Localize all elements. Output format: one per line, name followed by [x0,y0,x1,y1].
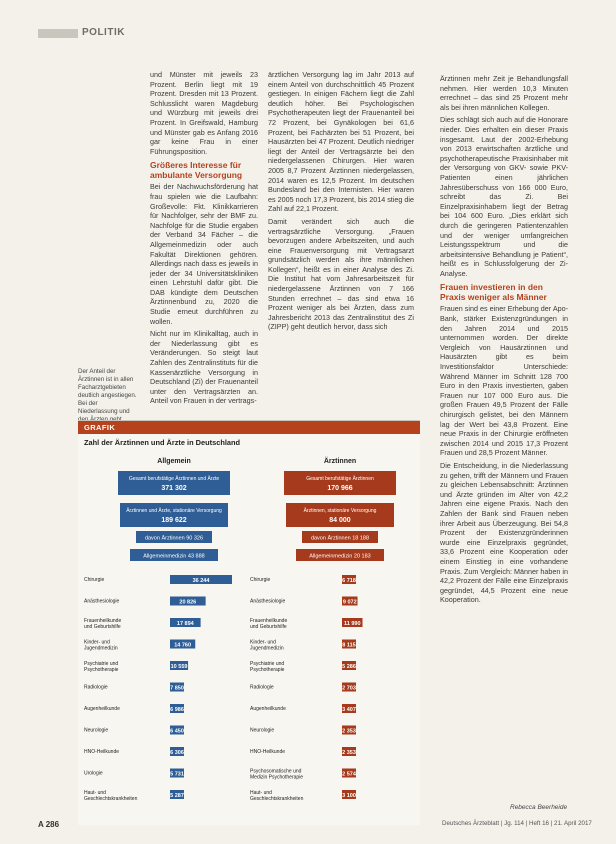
left-data-label: 5 287 [170,793,184,799]
right-tick-label: Jugendmedizin [250,645,284,652]
right-panel-title: Ärztinnen [323,458,357,465]
left-tick-label: und Geburtshilfe [84,624,121,630]
left-tick-label: Augenheilkunde [84,706,120,712]
left-data-label: 17 894 [176,621,194,627]
right-tick-label: Medizin Psychotherapie [250,774,304,781]
left-tick-label: Psychotherapie [84,667,119,673]
right-data-label: 2 574 [342,771,356,778]
right-summary-label: Gesamt berufstätige Ärztinnen [306,476,374,482]
right-data-label: 3 407 [342,707,356,713]
right-data-label: 2 353 [342,750,356,756]
right-data-label: 2 353 [342,728,356,735]
left-summary-value: 371 302 [161,485,187,492]
paragraph: Dies schlägt sich auch auf die Honorare nieder. Dies erhalten ein dieser Praxis insgesamt. Laut der 2002-Erhebung von 2013 erwirtschaften ärztliche und psychotherapeutische Praxisinhaber mit der Versorgung von GKV- sowie PKV-Patienten einen jährlichen Jahresüberschuss von 166 000 Euro, schreibt das Zi. Bei Einzelpraxisinhabern liegt der Betrag bei 104 600 Euro. „Dies erklärt sich durch die geringeren Patientenzahlen und der weniger umfangreichen Leistungsspektrum und die arbeitsintensive Behandlung je Patient“, heißt es in Schlussfolgerung der Zi-Analyse. [440,115,568,278]
infographic-svg [78,421,420,825]
header-bar [38,29,78,38]
right-tick-label: und Geburtshilfe [250,624,287,630]
right-tick-label: Anästhesiologie [250,598,286,605]
paragraph: Ärztinnen mehr Zeit je Behandlungsfall nehmen. Hier werden 10,3 Minuten errechnet – das sind 25 Prozent mehr als bei ihren männlichen Kollegen. [440,74,568,112]
subheading: Größeres Interesse für ambulante Versorgung [150,160,243,181]
right-tick-label: Chirurgie [250,577,271,583]
text-column-2 [268,70,414,335]
section-title: POLITIK [82,27,125,38]
right-summary-value: 84 000 [329,517,351,524]
left-data-label: 6 986 [170,707,184,713]
right-data-label: 2 703 [342,685,356,692]
graphic-title: Zahl der Ärztinnen und Ärzte in Deutschland [84,438,241,447]
right-tick-label: Psychiatrie und [250,661,285,667]
right-tick-label: Haut- und [250,790,272,796]
left-summary-text: davon Ärztinnen 90 326 [144,535,204,542]
paragraph: Bei der Nachwuchsförderung hat frau spielen wie die Laufbahn: Großevolle: Fkt. Klinikkarrieren für Nachfolger, sehr der BMF zu. Nachfolge für die Studie ergaben der Verband 34 Fächer – die Allgemeinmedizin oder auch Fakultät Direktionen gehören. Allerdings nach dass es jeweils in jeder der 34 Universitätskliniken einen Lehrstuhl dafür gibt. Die DAB kündigte dem Deutschen Ärztinnenbund zu, 2020 die Studie erneut durchführen zu wollen. [150,182,258,326]
right-tick-label: Frauenheilkunde [250,618,288,624]
infographic [78,420,420,825]
left-tick-label: Geschlechtskrankheiten [84,796,138,802]
right-data-label: 8 115 [342,642,356,649]
right-tick-label: Psychotherapie [250,667,285,673]
page-number: A 286 [38,820,60,829]
left-data-label: 6 306 [170,750,184,756]
left-tick-label: HNO-Heilkunde [84,749,120,755]
left-summary-text: Allgemeinmedizin 43 888 [143,553,205,560]
right-summary-text: Allgemeinmedizin 20 183 [309,553,371,560]
right-tick-label: HNO-Heilkunde [250,749,286,755]
graphic-tag: GRAFIK [78,421,420,434]
left-data-label: 7 850 [170,685,184,692]
left-tick-label: Neurologie [84,727,109,734]
left-panel-title: Allgemein [157,458,191,465]
right-tick-label: Neurologie [250,727,275,734]
left-tick-label: Jugendmedizin [84,645,118,652]
left-tick-label: Kinder- und [84,639,110,646]
right-data-label: 9 072 [342,599,357,606]
paragraph: und Münster mit jeweils 23 Prozent. Berlin liegt mit 19 Prozent. Dresden mit 13 Prozent. Schlusslicht waren Magdeburg und Würzburg mit jeweils drei Prozent. In Greifswald, Hamburg und Münster gab es Anfang 2016 gar keine Frau in einer Führungsposition. [150,70,258,156]
figure-caption: Der Anteil der Ärztinnen ist in allen Facharztgebieten deutlich angestiegen. Bei der Niederlassung und [78,368,137,415]
page-header [38,24,558,42]
left-tick-label: Chirurgie [84,577,105,583]
right-tick-label: Augenheilkunde [250,706,286,712]
paragraph: Damit verändert sich auch die vertragsärztliche Versorgung. „Frauen bevorzugen andere Arbeitszeiten, und auch eine Frauenversorgung mit Vertragsarzt grundsätzlich werden als ihre männlichen Kollegen“, heißt es in einer Analyse des Zi. Die Institut hat vom Jahresarbeitszeit für niedergelassene Ärztinnen von 7 166 Stunden errechnet – das sind etwa 16 Prozent weniger als bei Ärzten, dass zum Jahresbericht 2013 das Zentralinstitut des Zi (ZIPP) geht deutlich hervor, dass sich [268,216,414,332]
left-summary-label: Ärztinnen und Ärzte, stationäre Versorgung [126,508,222,514]
left-data-label: 5 731 [170,771,184,778]
right-data-label: 3 100 [342,793,356,799]
left-tick-label: Haut- und [84,790,106,796]
left-summary-value: 189 622 [161,517,187,524]
text-column-3 [440,74,568,608]
footer-source: Deutsches Ärzteblatt | Jg. 114 | Heft 16 | 21. April 2017 [442,820,592,827]
right-tick-label: Radiologie [250,684,274,691]
right-summary-text: davon Ärztinnen 18 188 [310,535,370,542]
right-data-label: 5 286 [342,664,356,670]
right-tick-label: Kinder- und [250,639,276,646]
left-data-label: 14 760 [174,642,192,649]
left-tick-label: Radiologie [84,684,108,691]
right-data-label: 6 718 [342,578,356,584]
left-tick-label: Frauenheilkunde [84,618,122,624]
left-tick-label: Anästhesiologie [84,598,120,605]
right-tick-label: Geschlechtskrankheiten [250,796,304,802]
left-tick-label: Psychiatrie und [84,661,119,667]
author-signature: Rebecca Beerheide [510,804,568,811]
left-data-label: 36 244 [192,578,210,584]
right-summary-value: 170 966 [327,485,353,492]
left-data-label: 20 826 [179,599,197,606]
right-data-label: 11 990 [343,621,361,627]
paragraph: ärztlichen Versorgung lag im Jahr 2013 auf einem Anteil von durchschnittlich 45 Prozent gestiegen. In einigen Fächern liegt die Zahl deutlich höher. Bei Psychologischen Psychotherapeuten liegt der Frauenanteil bei 72 Prozent, bei Gynäkologen bei 61,6 Prozent, bei Fachärzten bei 51 Prozent, bei Hausärzten bei 47 Prozent. Deutlich niedriger liegt der Anteil der Vertragsärzte bei den niedergelassenen Chirurgen. Hier waren 2005 8,7 Prozent Ärztinnen niedergelassen, 2014 waren es 12,5 Prozent. Im deutschen Bundesland bei den Internisten. Hier waren es 2005 noch 17,3 Prozent, bis 2014 stieg die Zahl auf 22,1 Prozent. [268,70,414,214]
right-summary-label: Ärztinnen, stationäre Versorgung [303,508,377,514]
left-summary-label: Gesamt berufstätige Ärztinnen und Ärzte [128,476,220,482]
text-column-1 [150,70,258,409]
subheading: Frauen investieren in den Praxis weniger als Männer [440,282,547,303]
left-data-label: 6 450 [170,728,184,735]
paragraph: Frauen sind es einer Erhebung der Apo-Bank, stärker Existenzgründungen in den Jahren 2014 und 2015 unternommen worden. Der direkte Vergleich von Hausärztinnen und Hausärzten gibt es beim Investitionsfaktor Unterschiede: Während Männer im Schnitt 128 700 Euro in den Praxis investierten, gaben Frauen nur 107 000 Euro aus. Die großen Frauen 49,5 Prozent der Fälle chirurgisch gelistet, bei den Männern lag der Wert bei 43,8 Prozent. Eine neue Praxis in der Chirurgie eröffneten zwischen 2014 und 2015 17,3 Prozent Frauen und 28,5 Prozent Männer. [440,304,568,458]
right-tick-label: Psychosomatische und [250,768,302,775]
paragraph: Die Entscheidung, in die Niederlassung zu gehen, trifft der Männern und Frauen zu gleichen Lebensabschnitt: Ärztinnen und Ärzte gründen im Alter von 42,2 Jahren eine eigene Praxis. Nach den Zahlen der Bank sind Frauen neben ihrer Arbeit aus Überzeugung. Bei 54,8 Prozent der Existenzgründerinnen wurde eine Einzelpraxis gegründet, 33,6 Prozent eine Kooperation oder einem Einstieg in eine vorhandene Praxis. Zum Vergleich: Männer haben in 42,2 Prozent der Fälle eine Einzelpraxis gegründet, 44,5 Prozent eine neue Kooperation. [440,460,568,605]
left-data-label: 10 559 [170,664,188,670]
paragraph: Nicht nur im Klinikalltag, auch in der Niederlassung gibt es Veränderungen. So steigt laut Zahlen des Zentralinstituts für die Kassenärztliche Versorgung in Deutschland (Zi) der Frauenanteil unter den Vertragsärzten an. Anteil von Frauen in der vertrags- [150,329,258,406]
left-tick-label: Urologie [84,770,103,777]
